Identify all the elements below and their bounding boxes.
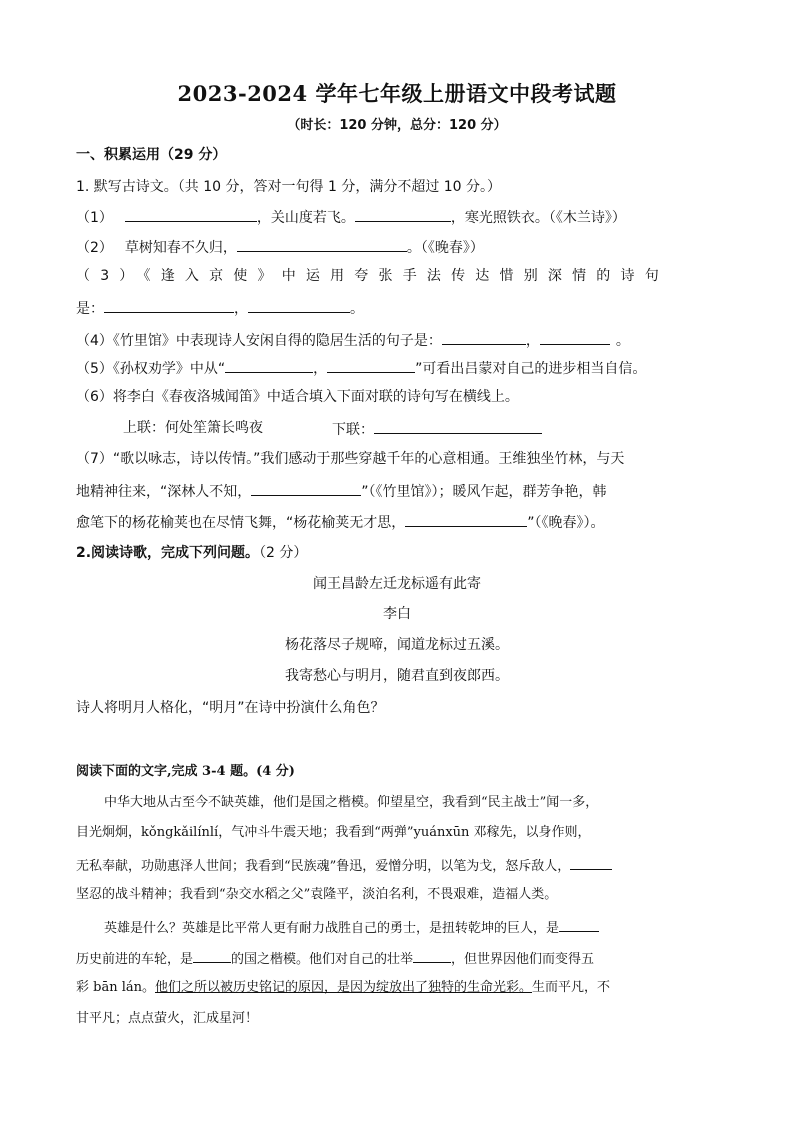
couplet-upper: 上联：何处笙箫长鸣夜: [123, 420, 263, 436]
answer-blank[interactable]: [104, 297, 234, 313]
answer-blank[interactable]: [570, 854, 612, 870]
q2-question: 诗人将明月人格化，“明月”在诗中扮演什么角色？: [76, 700, 385, 716]
reading-p2-line: 彩 bān lán。他们之所以被历史铭记的原因，是因为绽放出了独特的生命光彩。生而平凡，不: [76, 980, 611, 995]
poem-line: 杨花落尽子规啼，闻道龙标过五溪。: [285, 637, 509, 653]
answer-blank[interactable]: [248, 297, 350, 313]
q1-item-7-line2: 地精神往来，“深林人不知， ”（《竹里馆》）；暖风乍起，群芳争艳，韩: [76, 480, 607, 502]
answer-blank[interactable]: [442, 329, 526, 345]
q1-item-6: （6）将李白《春夜洛城闻笛》中适合填入下面对联的诗句写在横线上。: [76, 389, 519, 405]
answer-blank[interactable]: [237, 236, 407, 252]
couplet-lower: 下联：: [332, 418, 542, 440]
q2-prompt: 2.阅读诗歌，完成下列问题。（2 分）: [76, 545, 308, 561]
answer-blank[interactable]: [225, 357, 313, 373]
answer-blank[interactable]: [540, 329, 610, 345]
answer-blank[interactable]: [251, 480, 361, 496]
poem-author: 李白: [383, 606, 411, 622]
answer-blank[interactable]: [405, 511, 527, 527]
reading-p2-line: 甘平凡；点点萤火，汇成星河！: [76, 1011, 259, 1026]
exam-title: 2023-2024 学年七年级上册语文中段考试题: [177, 81, 617, 106]
q1-item-5: （5）《孙权劝学》中从“ ， ”可看出吕蒙对自己的进步相当自信。: [76, 357, 646, 379]
answer-blank[interactable]: [374, 418, 542, 434]
item-number: （1）: [76, 210, 113, 226]
q1-prompt: 1. 默写古诗文。（共 10 分，答对一句得 1 分，满分不超过 10 分。）: [76, 179, 502, 195]
q1-item-3-line2: 是： ， 。: [76, 297, 364, 319]
answer-blank[interactable]: [559, 916, 599, 932]
answer-blank[interactable]: [355, 206, 451, 222]
answer-blank[interactable]: [413, 947, 451, 963]
q1-item-2: （2） 草树知春不久归， 。（《晚春》）: [76, 236, 484, 258]
q1-item-7-line3: 愈笔下的杨花榆荚也在尽情飞舞，“杨花榆荚无才思， ”（《晚春》）。: [76, 511, 605, 533]
answer-blank[interactable]: [327, 357, 415, 373]
underlined-sentence: 他们之所以被历史铭记的原因，是因为绽放出了独特的生命光彩。: [155, 980, 533, 995]
reading-heading: 阅读下面的文字,完成 3-4 题。(4 分): [76, 764, 295, 779]
exam-duration-score: （时长：120 分钟，总分：120 分）: [287, 118, 507, 133]
section-heading: 一、积累运用（29 分）: [76, 147, 227, 163]
answer-blank[interactable]: [125, 206, 257, 222]
reading-p1-line: 中华大地从古至今不缺英雄，他们是国之楷模。仰望星空，我看到“民主战士”闻一多，: [104, 795, 599, 810]
reading-p1-line: 无私奉献，功勋惠泽人世间；我看到“民族魂”鲁迅，爱憎分明，以笔为戈，怒斥敌人，: [76, 854, 612, 877]
q1-item-7-line1: （7）“歌以咏志，诗以传情。”我们感动于那些穿越千年的心意相通。王维独坐竹林，与天: [76, 451, 625, 467]
reading-p1-line: 目光炯炯，kǒngkǎilínlí，气冲斗牛震天地；我看到“两弹”yuánxūn 邓稼先，以身作则，: [76, 825, 591, 840]
reading-p2-line: 英雄是什么？英雄是比平常人更有耐力战胜自己的勇士，是扭转乾坤的巨人，是: [104, 916, 599, 939]
reading-p2-line: 历史前进的车轮，是 的国之楷模。他们对自己的壮举 ，但世界因他们而变得五: [76, 947, 594, 970]
q1-item-3-line1: （3）《逢入京使》中运用夸张手法传达惜别深情的诗句: [76, 268, 669, 284]
q1-item-1: （1） ，关山度若飞。 ，寒光照铁衣。（《木兰诗》）: [76, 206, 626, 228]
reading-p1-line: 坚忍的战斗精神；我看到“杂交水稻之父”袁隆平，淡泊名利，不畏艰难，造福人类。: [76, 887, 558, 902]
poem-title: 闻王昌龄左迁龙标遥有此寄: [313, 576, 481, 592]
q1-item-4: （4）《竹里馆》中表现诗人安闲自得的隐居生活的句子是： ， 。: [76, 329, 630, 351]
answer-blank[interactable]: [193, 947, 231, 963]
poem-line: 我寄愁心与明月，随君直到夜郎西。: [285, 668, 509, 684]
